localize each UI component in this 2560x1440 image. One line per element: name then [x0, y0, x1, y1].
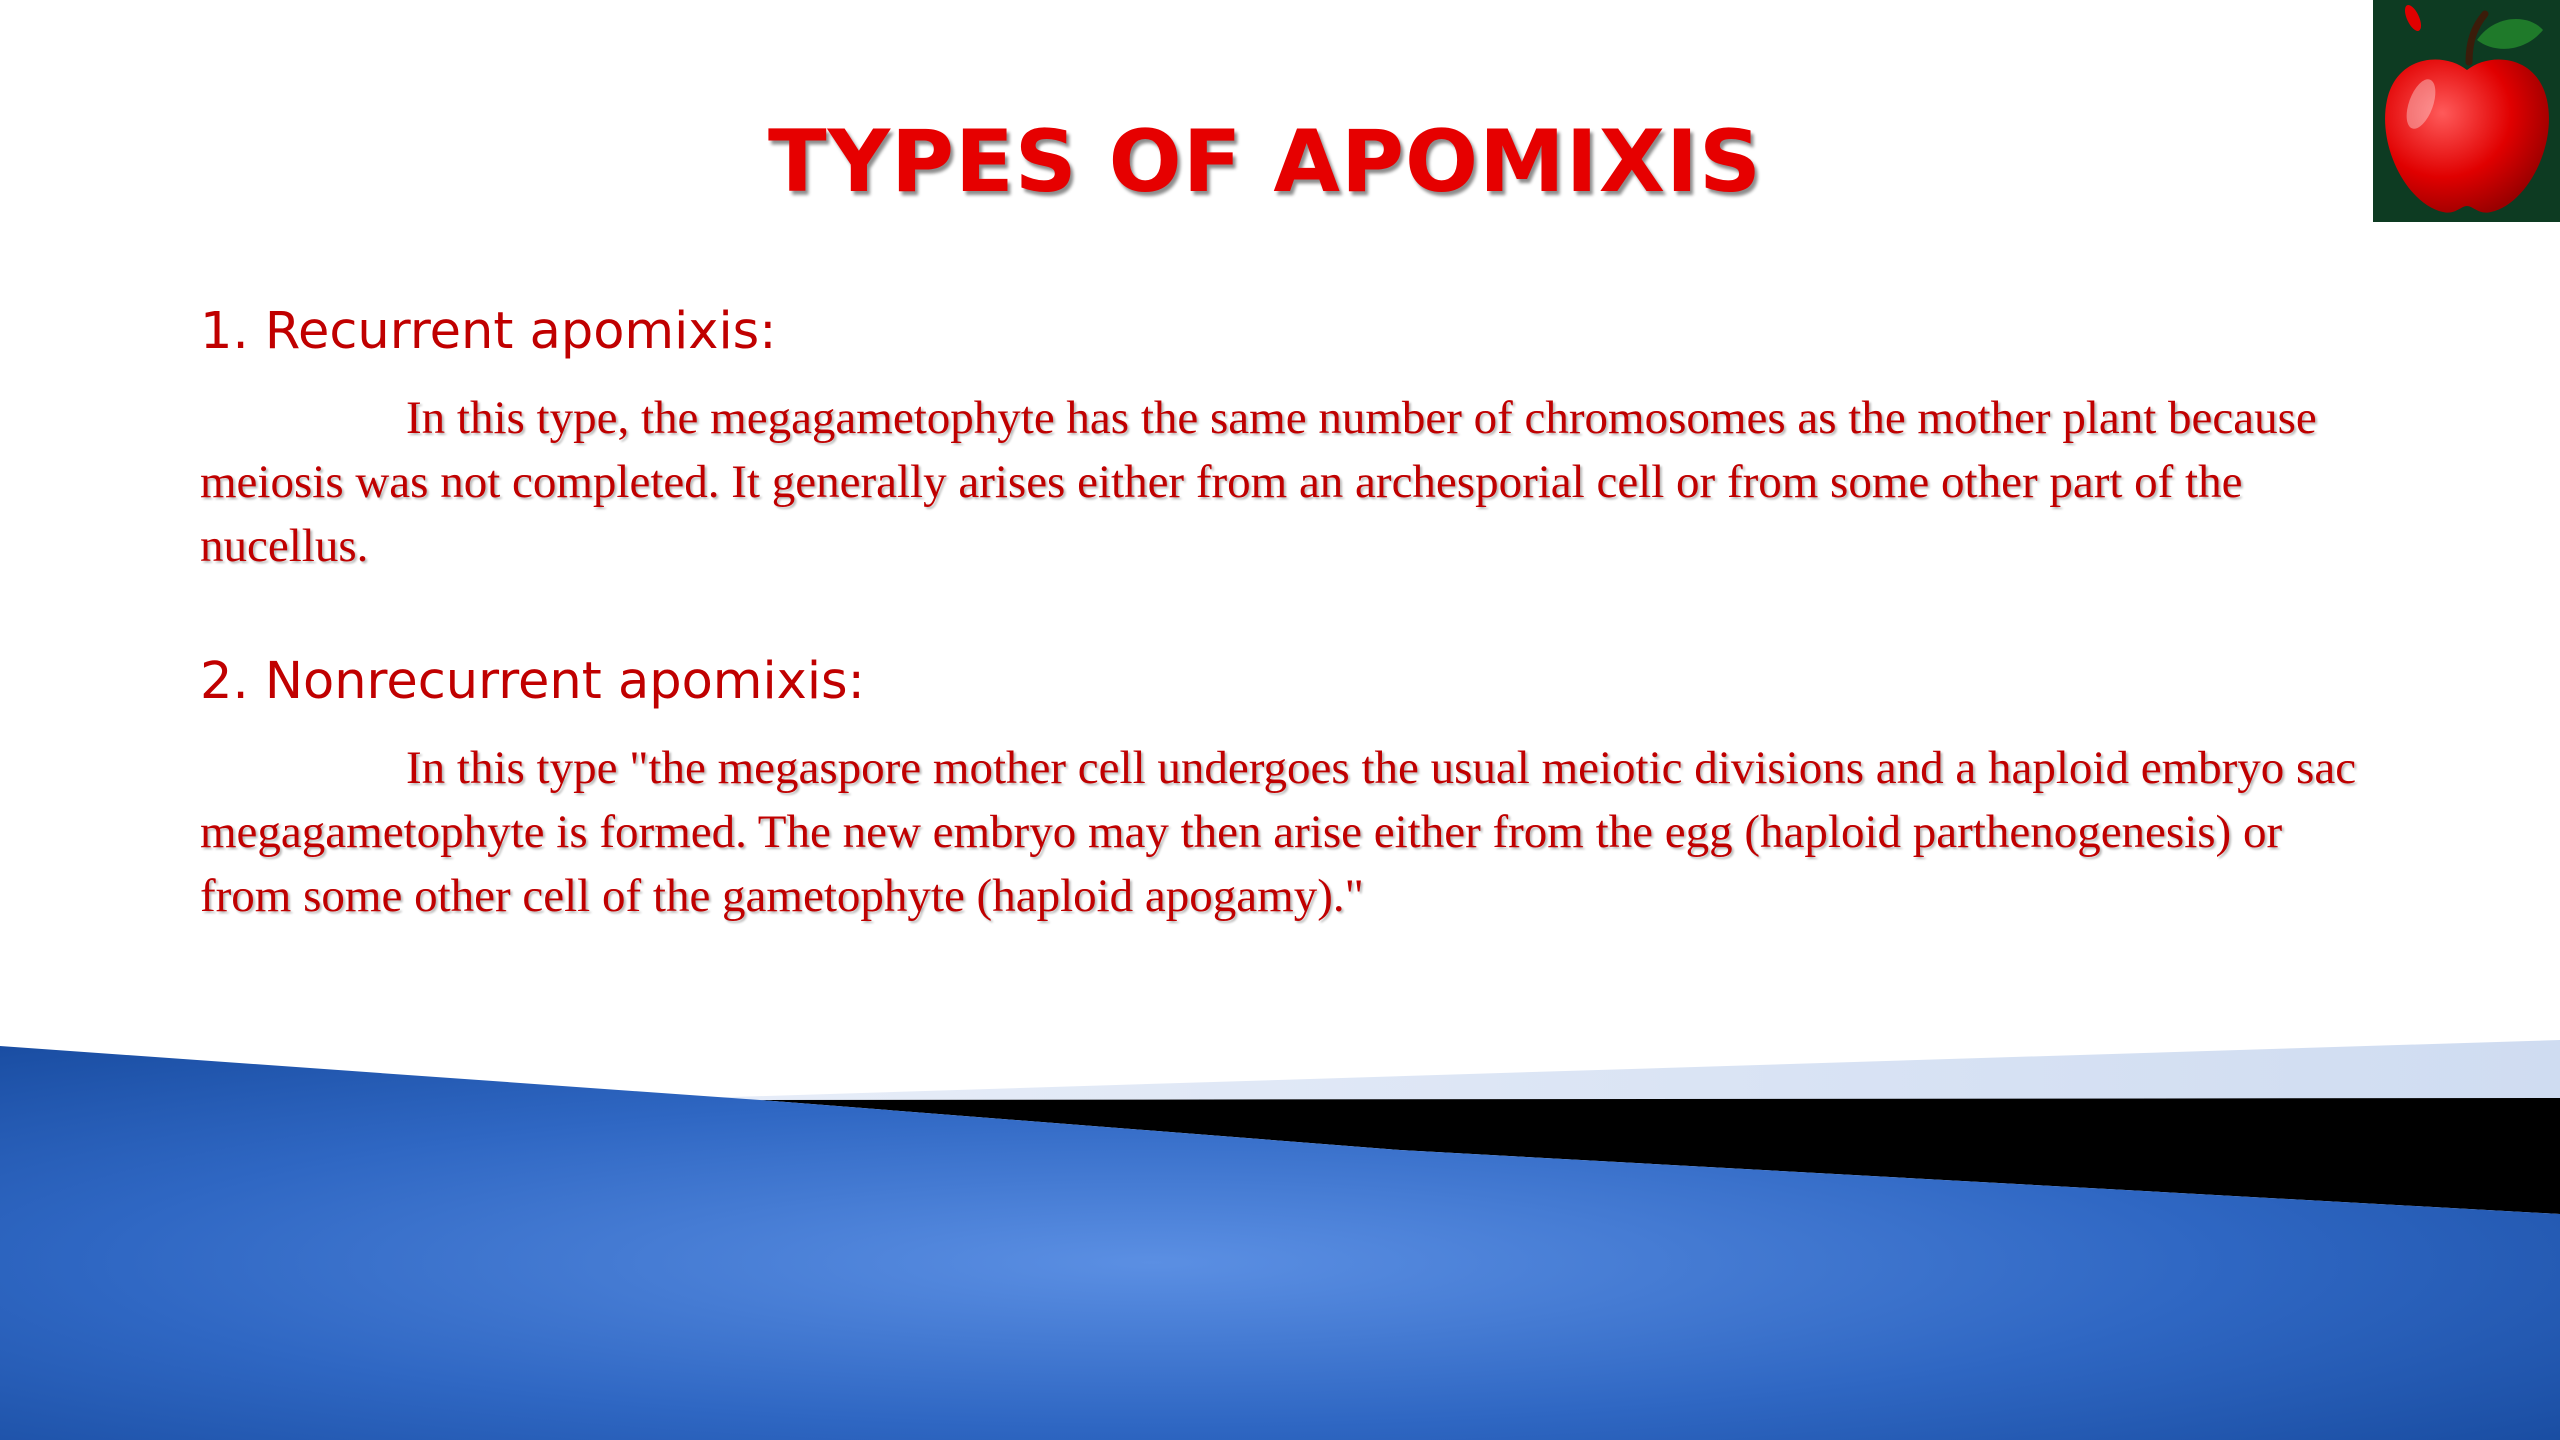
- section-heading-recurrent: [200, 302, 776, 361]
- section-heading-text: 1. Recurrent apomixis: [200, 302, 760, 361]
- section-heading-nonrecurrent: [200, 652, 865, 711]
- slide-title: TYPES OF APOMIXIS: [768, 112, 1762, 212]
- section-heading-colon: :: [847, 652, 865, 711]
- light-blue-band: [700, 1040, 2560, 1102]
- section-body-recurrent: In this type, the megagametophyte has the same number of chromosomes as the mother plant because meiosis was not completed. It generally arises either from an archesporial cell or from some other part of the nucellus.: [200, 392, 2317, 572]
- section-heading-text: 2. Nonrecurrent apomixis: [200, 652, 848, 711]
- section-body-nonrecurrent: In this type "the megaspore mother cell undergoes the usual meiotic divisions and a haploid embryo sac megagametophyte is formed. The new embryo may then arise either from the egg (haploid parthenogenesis) or from some other cell of the gametophyte (haploid apogamy).": [200, 742, 2357, 922]
- section-heading-colon: :: [759, 302, 777, 361]
